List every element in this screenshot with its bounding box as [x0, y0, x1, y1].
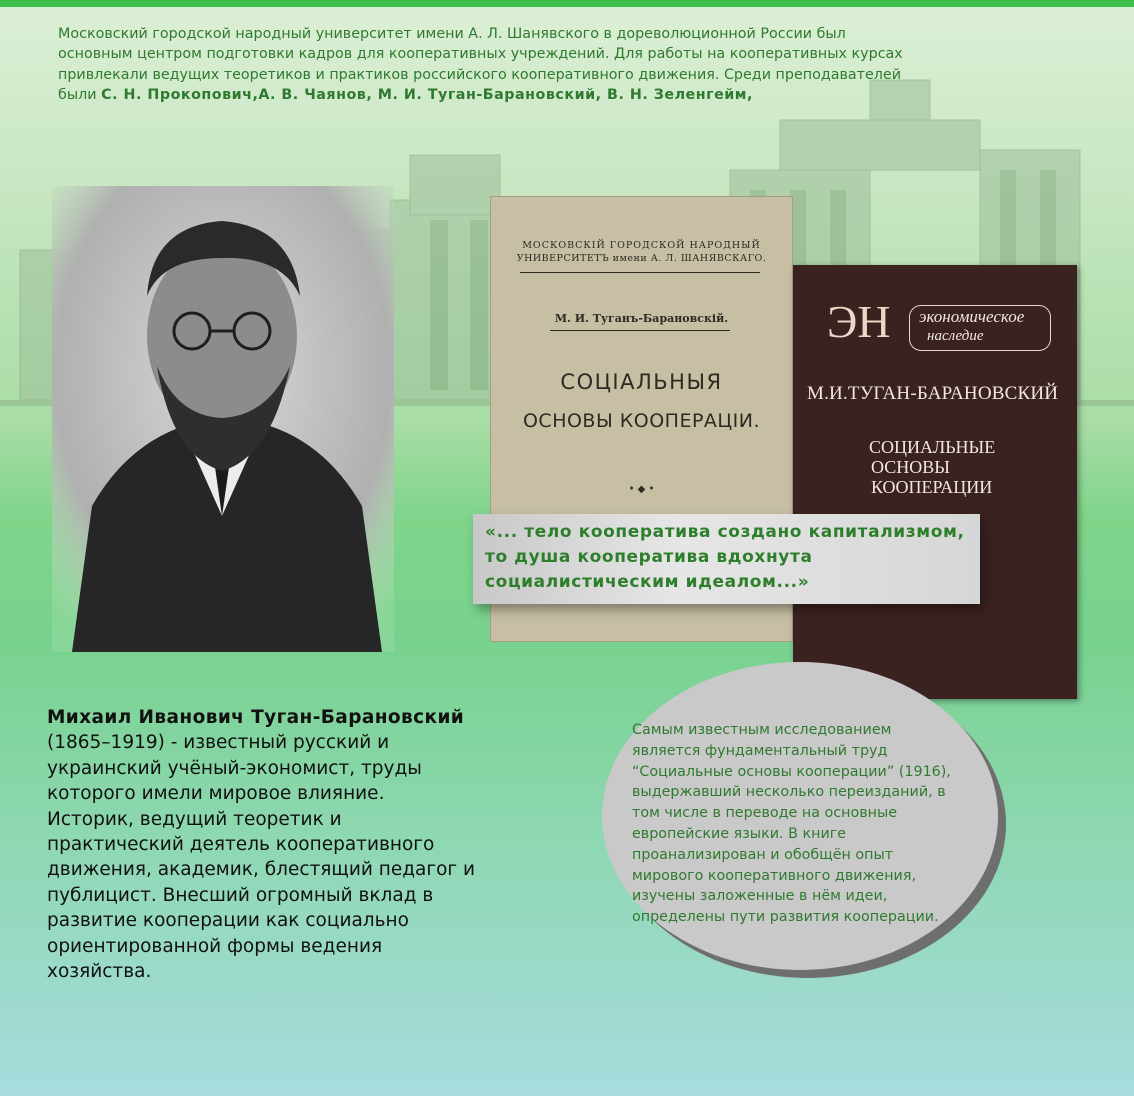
- book2-author: М.И.ТУГАН-БАРАНОВСКИЙ: [807, 383, 1059, 404]
- quote-box: [473, 514, 980, 604]
- quote-line-2: то душа кооператива вдохнута: [485, 547, 813, 567]
- book1-title-line1: СОЦІАЛЬНЫЯ: [560, 370, 723, 394]
- quote-line-3: социалистическим идеалом...»: [485, 572, 810, 592]
- quote-line-1: «... тело кооператива создано капитализмом,: [485, 522, 965, 542]
- portrait-photo: [52, 186, 394, 652]
- book2-title-line3: КООПЕРАЦИИ: [871, 477, 993, 497]
- top-accent-bar: [0, 0, 1134, 7]
- book-cover-reprint: [793, 265, 1077, 699]
- book2-title-line1: СОЦИАЛЬНЫЕ: [869, 437, 996, 457]
- biography-paragraph: [47, 705, 477, 984]
- book2-series-line2: наследие: [927, 328, 984, 344]
- intro-teachers: С. Н. Прокопович,А. В. Чаянов, М. И. Туган-Барановский, В. Н. Зеленгейм,: [101, 87, 753, 104]
- callout-text: Самым известным исследованием является фундаментальный труд “Социальные основы кооперации” (1916), выдержавший несколько переизданий, в том числе в переводе на основные европейские языки. В книге проанализирован и обобщён опыт мирового кооперативного движения, изучены заложенные в нём идеи, определены пути развития кооперации.: [632, 722, 951, 926]
- book1-publisher-line1: МОСКОВСКІЙ ГОРОДСКОЙ НАРОДНЫЙ: [522, 240, 761, 251]
- book1-rule-2: [550, 330, 730, 331]
- intro-paragraph: [58, 24, 908, 106]
- quote-text: [485, 520, 975, 595]
- intro-text: Московский городской народный университет имени А. Л. Шанявского в дореволюционной России был основным центром подготовки кадров для кооперативных учреждений. Для работы на кооперативных курсах привлекали ведущих теоретиков и практиков российского кооперативного движения. Среди преподавателей были: [58, 26, 903, 104]
- book1-publisher-line2: УНИВЕРСИТЕТЪ имени А. Л. ШАНЯВСКАГО.: [516, 253, 767, 264]
- book1-title-line2: ОСНОВЫ КООПЕРАЦІИ.: [522, 410, 761, 432]
- bio-name: Михаил Иванович Туган-Барановский: [47, 707, 465, 728]
- book2-series-line1: экономическое: [919, 307, 1025, 326]
- book1-ornament: • ◆ •: [628, 484, 655, 495]
- book2-logo: ЭН: [827, 296, 891, 347]
- book1-rule: [520, 272, 760, 273]
- book2-title-line2: ОСНОВЫ: [871, 457, 950, 477]
- book1-author: М. И. Туганъ-Барановскій.: [554, 312, 729, 325]
- bio-text: (1865–1919) - известный русский и украинский учёный-экономист, труды которого имели мировое влияние. Историк, ведущий теоретик и практический деятель кооперативного движения, академик, блестящий педагог и публицист. Внесший огромный вклад в развитие кооперации как социально ориентированной формы ведения хозяйства.: [47, 732, 476, 983]
